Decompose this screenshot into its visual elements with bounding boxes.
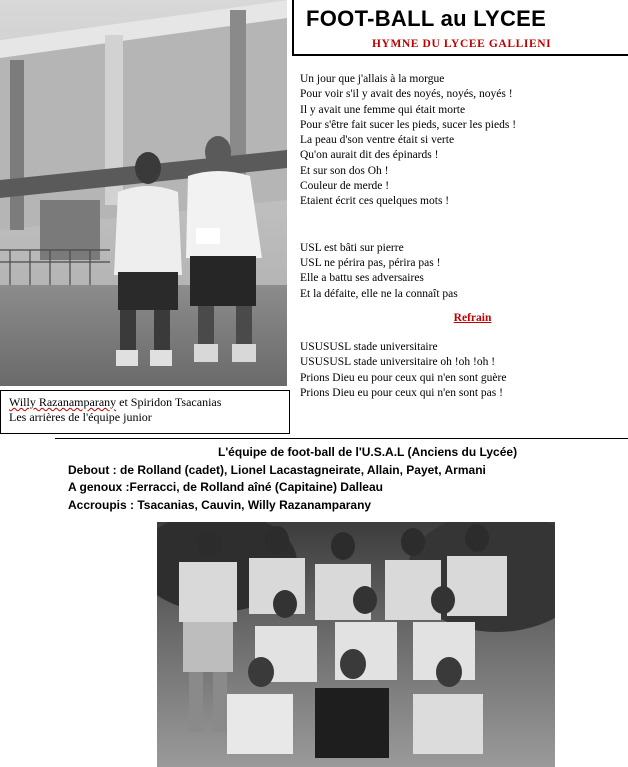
- title-underline-rule: [292, 54, 628, 56]
- caption-name-spiridon: et Spiridon Tsacanias: [116, 395, 222, 409]
- caption-name-willy: Willy Razanamparany: [9, 395, 117, 409]
- lyric-line: USL est bâti sur pierre: [300, 241, 404, 254]
- lyric-line: Etaient écrit ces quelques mots !: [300, 195, 450, 208]
- photo-team: [157, 522, 555, 767]
- lyric-line: Qu'on aurait dit des épinards !: [300, 149, 439, 162]
- team-kneeling-row: A genoux :Ferracci, de Rolland aîné (Capitaine) Dalleau: [68, 480, 383, 494]
- refrain-label: Refrain: [453, 311, 492, 324]
- lyric-line: Prions Dieu eu pour ceux qui n'en sont guère: [300, 371, 507, 384]
- page-title: FOOT-BALL au LYCEE: [306, 6, 547, 31]
- lyric-line: Pour s'être fait sucer les pieds, sucer les pieds !: [300, 118, 517, 131]
- section-divider: [55, 438, 628, 439]
- photo-two-players: [0, 0, 287, 386]
- team-crouching-row: Accroupis : Tsacanias, Cauvin, Willy Razanamparany: [68, 497, 372, 512]
- lyric-line: Et la défaite, elle ne la connaît pas: [300, 287, 458, 300]
- hymn-lyrics: [300, 72, 625, 401]
- lyric-line: Prions Dieu eu pour ceux qui n'en sont pas !: [300, 387, 503, 400]
- lyric-line: USUSUSL stade universitaire: [300, 341, 438, 354]
- title-vertical-rule: [292, 0, 294, 55]
- hymn-subtitle: HYMNE DU LYCEE GALLIENI: [372, 38, 552, 50]
- lyric-line: USUSUSL stade universitaire oh !oh !oh !: [300, 356, 496, 369]
- team-caption: [68, 444, 628, 514]
- caption-line-2: Les arrières de l'équipe junior: [9, 410, 152, 424]
- team-standing-row: Debout : de Rolland (cadet), Lionel Lacastagneirate, Allain, Payet, Armani: [68, 462, 486, 477]
- lyric-line: Pour voir s'il y avait des noyés, noyés, noyés !: [300, 88, 513, 101]
- lyric-line: La peau d'son ventre était si verte: [300, 134, 455, 147]
- lyric-line: Et sur son dos Oh !: [300, 164, 389, 177]
- caption-line-1: [9, 395, 281, 410]
- lyric-line: USL ne périra pas, périra pas !: [300, 256, 441, 269]
- lyric-line: Couleur de merde !: [300, 180, 390, 193]
- lyric-line: Un jour que j'allais à la morgue: [300, 73, 445, 85]
- team-heading: L'équipe de foot-ball de l'U.S.A.L (Anciens du Lycée): [218, 445, 518, 459]
- lyric-line: Elle a battu ses adversaires: [300, 272, 424, 285]
- top-photo-caption: [0, 390, 290, 434]
- lyric-line: Il y avait une femme qui était morte: [300, 103, 466, 116]
